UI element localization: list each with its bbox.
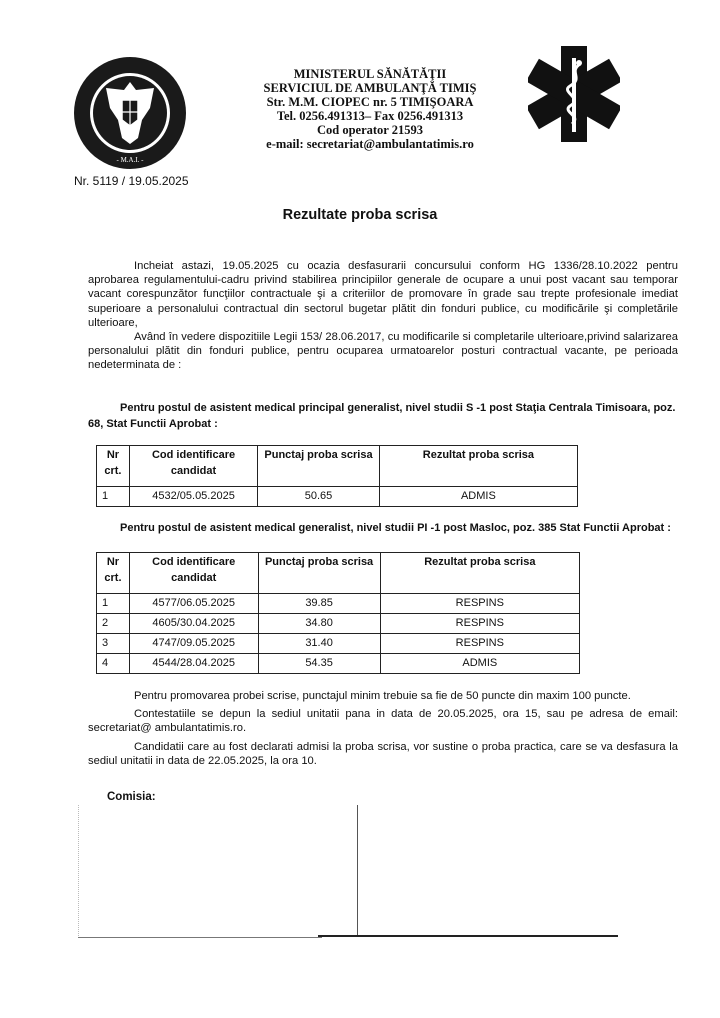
cell-rezultat: RESPINS: [380, 594, 579, 614]
closing-paragraph: Candidatii care au fost declarati admisi la proba scrisa, vor sustine o proba practica, care se va desfasura la sediul unitatii in data de 22.05.2025, la ora 10.: [88, 741, 678, 768]
table-header-row: [97, 553, 580, 594]
page-title: Rezultate proba scrisa: [282, 207, 438, 223]
column-header-cod: Cod identificare candidat: [129, 553, 258, 594]
column-header-cod: Cod identificare candidat: [129, 446, 257, 487]
cell-rezultat: RESPINS: [380, 634, 579, 654]
star-of-life-icon: [528, 44, 620, 144]
header-phone: Tel. 0256.491313– Fax 0256.491313: [276, 109, 464, 123]
column-header-punctaj: Punctaj proba scrisa: [258, 553, 380, 594]
intro-paragraph: Incheiat astazi, 19.05.2025 cu ocazia desfasurarii concursului conform HG 1336/28.10.2022 pentru aprobarea regulamentului-cadru privind stabilirea principiilor generale de ocupare a unui post vacant sau temporar vacant corespunzător funcţiilor contractuale şi a criteriilor de promovare în grade sau trepte profesionale imediat superioare a personalului contractual din sectorul bugetar plătit din fonduri publice, cu modificările şi completările ulterioare,: [88, 260, 678, 329]
cell-nr: 2: [97, 614, 130, 634]
document-number: Nr. 5119 / 19.05.2025: [74, 174, 189, 188]
cell-nr: 1: [97, 487, 130, 507]
cell-cod: 4544/28.04.2025: [129, 654, 258, 674]
table-row: [97, 654, 580, 674]
header-service: SERVICIUL DE AMBULANŢĂ TIMIŞ: [263, 81, 477, 95]
cell-punctaj: 31.40: [258, 634, 380, 654]
cell-punctaj: 34.80: [258, 614, 380, 634]
column-header-punctaj: Punctaj proba scrisa: [258, 446, 380, 487]
column-header-nr: Nr crt.: [97, 553, 130, 594]
commission-label: Comisia:: [107, 791, 156, 803]
table-row: [97, 634, 580, 654]
column-header-rezultat: Rezultat proba scrisa: [380, 553, 579, 594]
results-table: [96, 552, 580, 674]
cell-nr: 3: [97, 634, 130, 654]
signature-divider: [357, 805, 358, 937]
signature-line: [318, 935, 618, 937]
cell-cod: 4532/05.05.2025: [129, 487, 257, 507]
cell-punctaj: 39.85: [258, 594, 380, 614]
intro-paragraph: Având în vedere dispozitiile Legii 153/ 28.06.2017, cu modificarile si completarile ulterioare,privind salarizarea personalului plătit din fonduri publice, pentru ocuparea urmatoarelor posturi contractual vacante, pe perioada nedeterminata de :: [88, 331, 678, 372]
closing-paragraph: Pentru promovarea probei scrise, punctajul minim trebuie sa fie de 50 puncte din maxim 100 puncte.: [134, 690, 631, 702]
table-row: [97, 487, 578, 507]
cell-punctaj: 54.35: [258, 654, 380, 674]
signature-area: [78, 805, 323, 938]
cell-punctaj: 50.65: [258, 487, 380, 507]
header-address: Str. M.M. CIOPEC nr. 5 TIMIŞOARA: [266, 95, 474, 109]
cell-cod: 4747/09.05.2025: [129, 634, 258, 654]
seal-logo-icon: [70, 54, 190, 172]
cell-rezultat: ADMIS: [380, 654, 579, 674]
header-email: e-mail: secretariat@ambulantatimis.ro: [266, 137, 474, 151]
institution-header: [230, 67, 510, 151]
cell-cod: 4577/06.05.2025: [129, 594, 258, 614]
cell-rezultat: RESPINS: [380, 614, 579, 634]
cell-rezultat: ADMIS: [379, 487, 577, 507]
post-description: Pentru postul de asistent medical principal generalist, nivel studii S -1 post Staţia Centrala Timisoara, poz. 68, Stat Functii Aprobat :: [88, 402, 676, 430]
post-description: Pentru postul de asistent medical generalist, nivel studii PI -1 post Masloc, poz. 385 Stat Functii Aprobat :: [120, 522, 671, 534]
column-header-rezultat: Rezultat proba scrisa: [379, 446, 577, 487]
table-row: [97, 614, 580, 634]
header-operator-code: Cod operator 21593: [316, 123, 423, 137]
cell-nr: 1: [97, 594, 130, 614]
cell-cod: 4605/30.04.2025: [129, 614, 258, 634]
results-table: [96, 445, 578, 507]
closing-paragraph: Contestatiile se depun la sediul unitatii pana in data de 20.05.2025, ora 15, sau pe adresa de email: secretariat@ ambulantatimis.ro.: [88, 708, 678, 735]
svg-text:- M.A.I. -: - M.A.I. -: [116, 156, 144, 164]
table-header-row: [97, 446, 578, 487]
signature-line: [78, 937, 322, 938]
column-header-nr: Nr crt.: [97, 446, 130, 487]
cell-nr: 4: [97, 654, 130, 674]
table-row: [97, 594, 580, 614]
header-ministry: MINISTERUL SĂNĂTĂŢII: [293, 67, 447, 81]
